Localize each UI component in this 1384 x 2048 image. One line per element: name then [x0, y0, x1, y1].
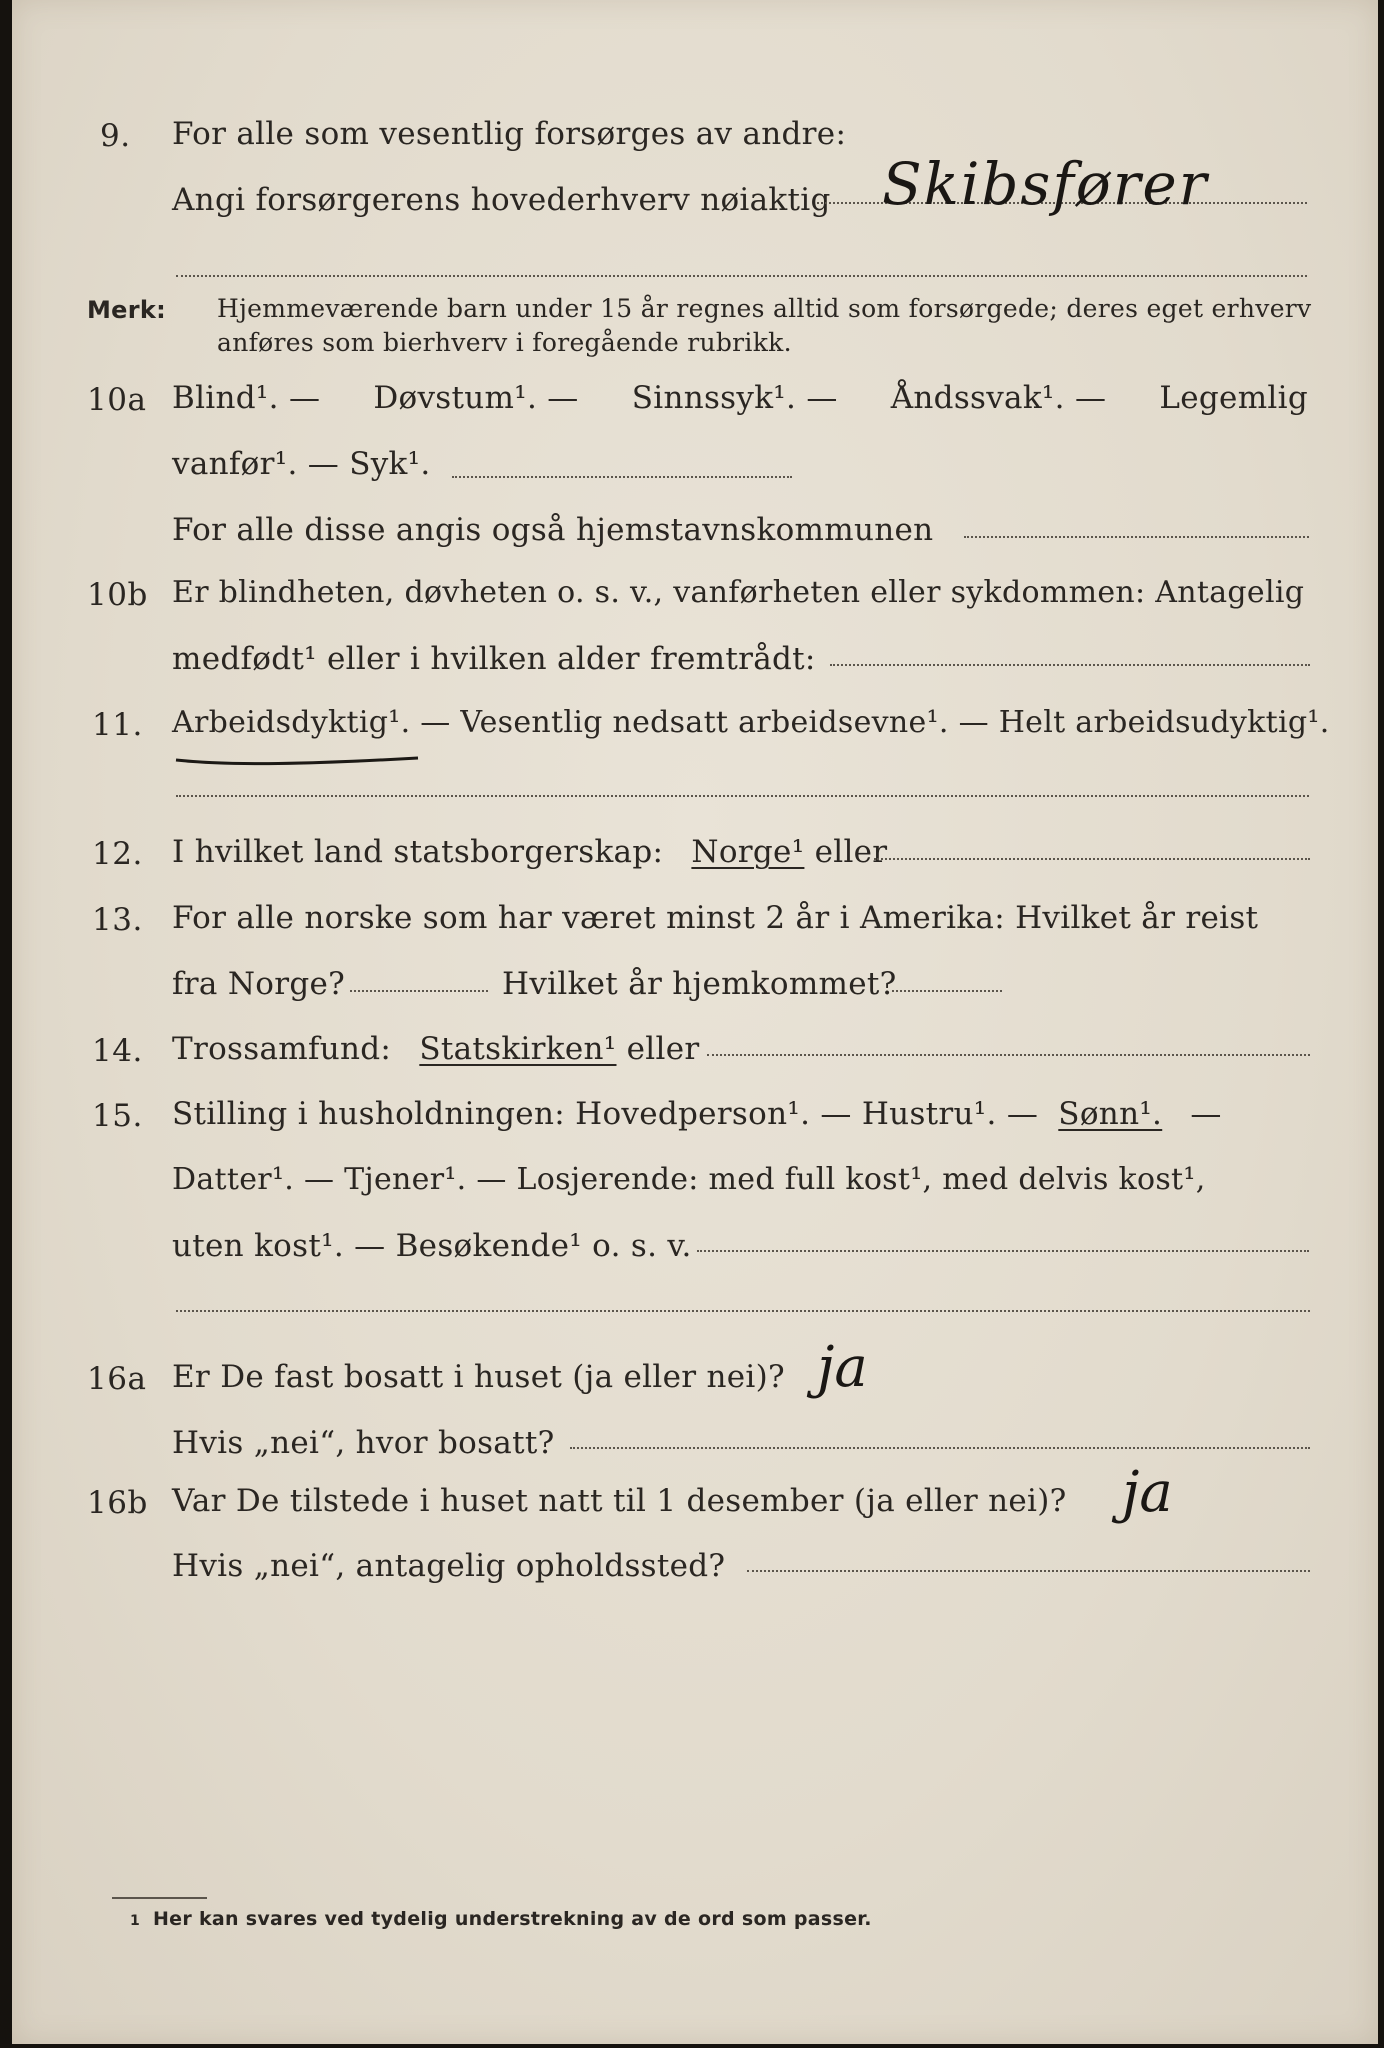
q13-number: 13.	[92, 902, 143, 938]
q13-line1: For alle norske som har været minst 2 år i Amerika: Hvilket år reist	[172, 900, 1259, 936]
q14-option-statskirken[interactable]: Statskirken¹	[419, 1031, 617, 1067]
q14-text: Trossamfund:	[172, 1031, 392, 1067]
q9-line1: For alle som vesentlig forsørges av andre:	[172, 116, 847, 152]
q13-hjemkommet-line[interactable]	[892, 990, 1002, 992]
q9-extra-line[interactable]	[176, 275, 1307, 277]
q11-handwritten-underline	[172, 752, 422, 768]
q16b-line1: Var De tilstede i huset natt til 1 desember (ja eller nei)?	[172, 1483, 1067, 1519]
q10a-option-dovstum: Døvstum¹. —	[373, 380, 579, 416]
q10a-option-sinnssyk: Sinnssyk¹. —	[631, 380, 838, 416]
q11-extra-line[interactable]	[176, 795, 1309, 797]
q9-line2: Angi forsørgerens hovederhverv nøiaktig	[172, 182, 831, 218]
q15-line1a: Stilling i husholdningen: Hovedperson¹. — Hustru¹. —	[172, 1096, 1039, 1132]
q13-reist-line[interactable]	[350, 990, 488, 992]
q15-extra-line[interactable]	[176, 1310, 1310, 1312]
q10a-option-legemlig: Legemlig	[1159, 380, 1308, 416]
q14-number: 14.	[92, 1033, 143, 1069]
q15-answer-line[interactable]	[697, 1250, 1309, 1252]
q16b-line2: Hvis „nei“, antagelig opholdssted?	[172, 1548, 726, 1584]
q14-tail: eller	[626, 1031, 700, 1067]
q15-line1	[172, 1096, 1222, 1132]
q12-answer-line[interactable]	[874, 858, 1310, 860]
q10b-line2: medfødt¹ eller i hvilken alder fremtrådt:	[172, 641, 816, 677]
merk-line1: Hjemmeværende barn under 15 år regnes alltid som forsørgede; deres eget erhverv	[217, 294, 1312, 323]
q10a-line3: For alle disse angis også hjemstavnskommunen	[172, 512, 934, 548]
q11-option-arbeidsdyktig[interactable]: Arbeidsdyktig¹.	[172, 705, 411, 740]
q10a-option-blind: Blind¹. —	[172, 380, 321, 416]
q16a-line1: Er De fast bosatt i huset (ja eller nei)?	[172, 1359, 785, 1395]
q11-number: 11.	[92, 707, 143, 743]
footnote-text: Her kan svares ved tydelig understrekning av de ord som passer.	[152, 1908, 872, 1930]
q16a-handwritten-answer: ja	[817, 1335, 868, 1400]
q10a-hjemstavn-line[interactable]	[964, 536, 1309, 538]
q15-line1c: —	[1190, 1096, 1222, 1132]
q16b-number: 16b	[87, 1485, 148, 1521]
q15-line3: uten kost¹. — Besøkende¹ o. s. v.	[172, 1228, 692, 1264]
q10a-option-andssvak: Åndssvak¹. —	[890, 380, 1107, 416]
census-form-page	[12, 0, 1378, 2044]
q10a-line1	[172, 380, 1308, 416]
footnote-mark: 1	[130, 1913, 141, 1929]
q10a-number: 10a	[87, 382, 147, 418]
q10a-syk-line[interactable]	[452, 476, 792, 478]
q9-handwritten-answer: Skibsfører	[882, 150, 1209, 218]
merk-label: Merk:	[87, 296, 167, 324]
q13-line2b: Hvilket år hjemkommet?	[502, 966, 897, 1002]
footnote-rule	[112, 1897, 207, 1899]
q10a-line2: vanfør¹. — Syk¹.	[172, 446, 431, 482]
q16a-line2: Hvis „nei“, hvor bosatt?	[172, 1425, 555, 1461]
q10b-number: 10b	[87, 577, 148, 613]
q15-line2: Datter¹. — Tjener¹. — Losjerende: med full kost¹, med delvis kost¹,	[172, 1162, 1206, 1197]
q16a-number: 16a	[87, 1361, 147, 1397]
q15-option-sonn[interactable]: Sønn¹.	[1058, 1096, 1163, 1132]
q14-line	[172, 1031, 700, 1067]
merk-line2: anføres som bierhverv i foregående rubrikk.	[217, 328, 792, 357]
q16a-answer-line[interactable]	[570, 1447, 1310, 1449]
q13-line2a: fra Norge?	[172, 966, 346, 1002]
q11-rest: — Vesentlig nedsatt arbeidsevne¹. — Helt arbeidsudyktig¹.	[420, 705, 1330, 740]
q10b-answer-line[interactable]	[830, 664, 1310, 666]
q16b-answer-line[interactable]	[747, 1570, 1310, 1572]
q12-text: I hvilket land statsborgerskap:	[172, 834, 664, 870]
q12-number: 12.	[92, 836, 143, 872]
q9-number: 9.	[100, 118, 131, 154]
q12-line	[172, 834, 887, 870]
footnote	[130, 1908, 872, 1930]
q11-line	[172, 705, 1330, 740]
q16b-handwritten-answer: ja	[1122, 1460, 1173, 1525]
q14-answer-line[interactable]	[707, 1054, 1310, 1056]
q12-option-norge[interactable]: Norge¹	[691, 834, 805, 870]
q15-number: 15.	[92, 1098, 143, 1134]
q10b-line1: Er blindheten, døvheten o. s. v., vanførheten eller sykdommen: Antagelig	[172, 575, 1305, 610]
q12-tail: eller	[814, 834, 888, 870]
